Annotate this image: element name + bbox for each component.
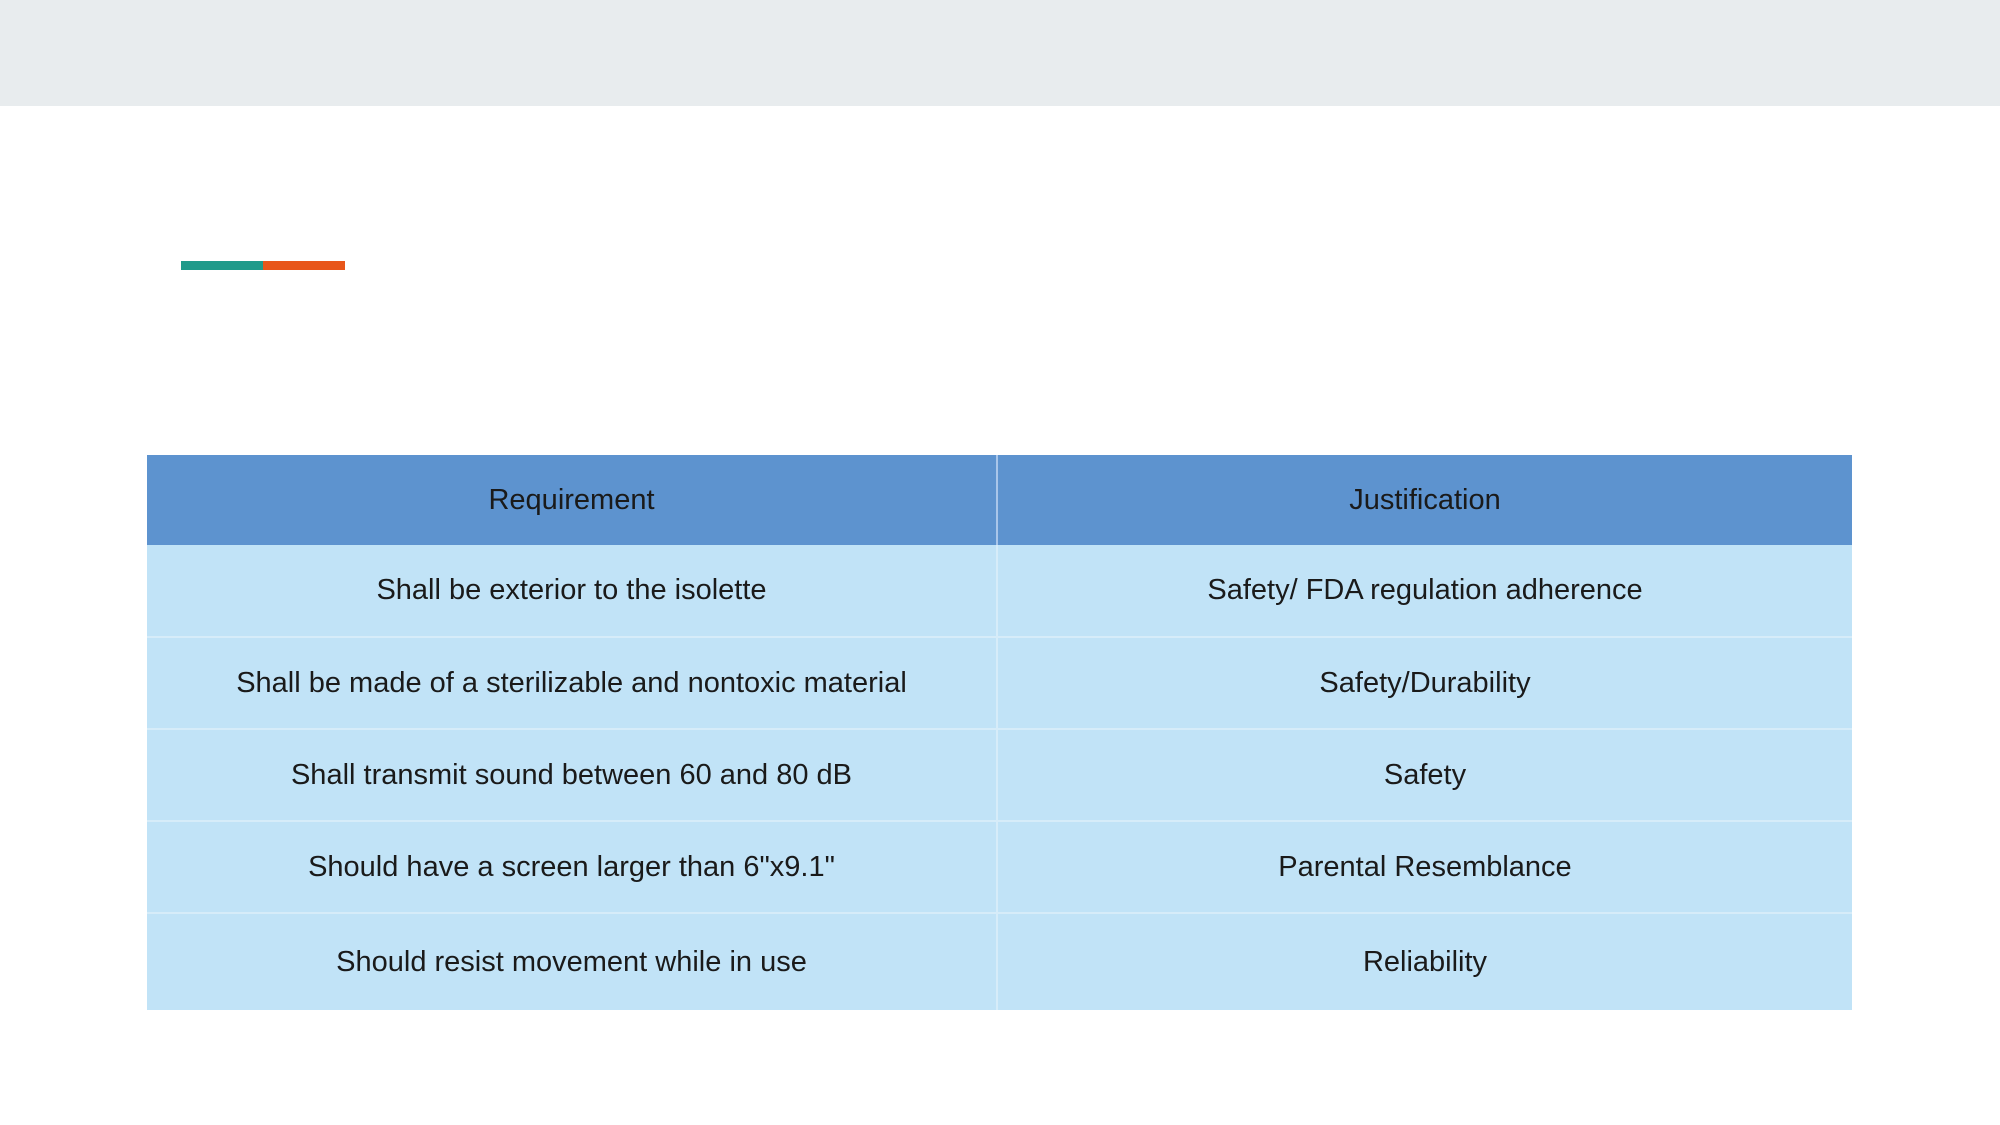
table-row <box>147 913 1852 1010</box>
justification-cell: Safety/Durability <box>997 637 1852 729</box>
accent-teal-segment <box>181 261 263 270</box>
header-requirement: Requirement <box>147 455 997 545</box>
justification-cell: Safety/ FDA regulation adherence <box>1207 574 1643 606</box>
requirement-cell: Shall be made of a sterilizable and nontoxic material <box>147 637 997 729</box>
top-band <box>0 0 2000 106</box>
justification-cell: Reliability <box>997 913 1852 1010</box>
accent-orange-segment <box>263 261 345 270</box>
requirements-table <box>147 455 1852 1010</box>
table-header-row <box>147 455 1852 545</box>
title-accent-bar <box>181 261 345 270</box>
requirement-cell: Shall transmit sound between 60 and 80 dB <box>147 729 997 821</box>
table-row <box>147 637 1852 729</box>
table-row <box>147 821 1852 913</box>
requirement-cell: Should resist movement while in use <box>147 913 997 1010</box>
table-row <box>147 545 1852 637</box>
table-row <box>147 729 1852 821</box>
justification-cell: Safety <box>997 729 1852 821</box>
justification-cell: Parental Resemblance <box>997 821 1852 913</box>
requirement-cell: Shall be exterior to the isolette <box>147 545 997 637</box>
header-justification: Justification <box>1349 483 1501 516</box>
requirement-cell: Should have a screen larger than 6"x9.1" <box>147 821 997 913</box>
